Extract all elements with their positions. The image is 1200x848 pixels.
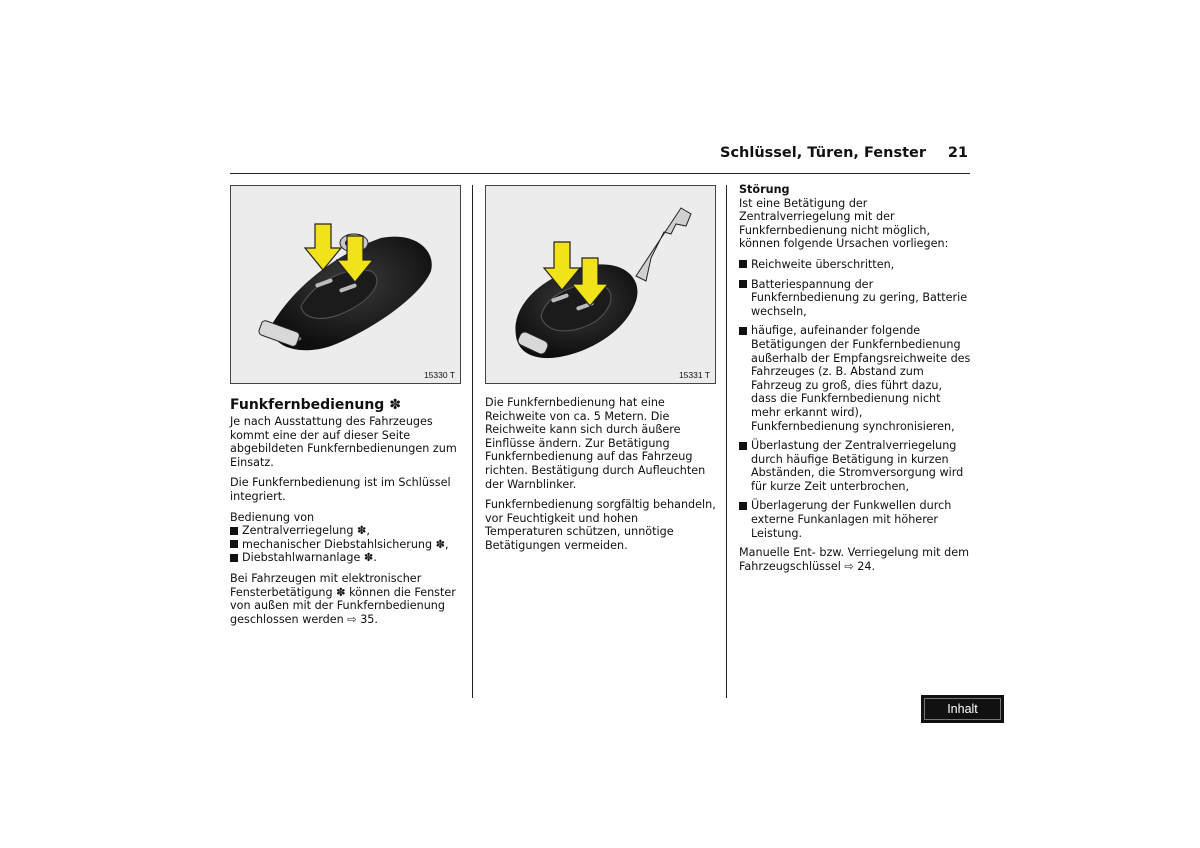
paragraph: Die Funkfernbedienung hat eine Reichweite von ca. 5 Metern. Die Reichweite kann sich durch äußere Einflüsse ändern. Zur Betätigung Funkfernbedienung auf das Fahrzeug richten. Bestätigung durch Aufleuchten der Warnblinker. [485,396,706,491]
bullet-icon [739,442,747,450]
bullet-icon [230,527,238,535]
list-item: Batteriespannung der Funkfernbedienung zu gering, Batterie wechseln, [739,278,971,319]
bullet-icon [230,540,238,548]
bullet-icon [739,280,747,288]
paragraph: Funkfernbedienung sorgfältig behandeln, vor Feuchtigkeit und hohen Temperaturen schützen, unnötige Betätigungen vermeiden. [485,498,716,552]
column-1 [230,396,466,633]
bullet-icon [739,327,747,335]
column-divider-2 [726,185,727,698]
paragraph: Je nach Ausstattung des Fahrzeuges kommt eine der auf dieser Seite abgebildeten Funkfernbedienungen zum Einsatz. [230,415,457,469]
key-fob-figure-2 [485,185,716,384]
paragraph: Bei Fahrzeugen mit elektronischer Fensterbetätigung ✽ können die Fenster von außen mit der Funkfernbedienung geschlossen werden ⇨ 35. [230,571,456,626]
list-item: Reichweite überschritten, [739,258,971,272]
section-heading: Funkfernbedienung ✽ [230,397,401,413]
key-fob-figure-1 [230,185,461,384]
inhalt-button[interactable]: Inhalt [922,696,1003,722]
list-item: Diebstahlwarnanlage ✽. [230,551,466,565]
bullet-icon [739,260,747,268]
paragraph: Die Funkfernbedienung ist im Schlüssel integriert. [230,476,451,503]
chapter-title: Schlüssel, Türen, Fenster [720,145,926,161]
header-rule [230,173,970,174]
paragraph: Manuelle Ent- bzw. Verriegelung mit dem Fahrzeugschlüssel ⇨ 24. [739,546,969,573]
section-heading: Störung [739,183,790,196]
key-fob-illustration-2 [486,186,715,383]
page-number: 21 [947,145,968,161]
list-item: mechanischer Diebstahlsicherung ✽, [230,538,466,552]
list-item: Zentralverriegelung ✽, [230,524,466,538]
column-3 [739,183,971,580]
bullet-icon [230,554,238,562]
figure-code-2: 15331 T [678,370,710,380]
column-2 [485,396,717,560]
figure-code-1: 15330 T [423,370,455,380]
fault-list [739,258,971,540]
column-divider-1 [472,185,473,698]
operation-list [230,511,466,565]
list-item: Überlastung der Zentralverriegelung durch häufige Betätigung in kurzen Abständen, die Stromversorgung wird für kurze Zeit unterbrochen, [739,439,971,493]
bullet-icon [739,502,747,510]
list-item: häufige, aufeinander folgende Betätigungen der Funkfernbedienung außerhalb der Empfangsreichweite des Fahrzeuges (z. B. Abstand zum Fahrzeug zu groß, dies führt dazu, dass die Funkfernbedienung nicht mehr erkannt wird), Funkfernbedienung synchronisieren, [739,324,971,433]
key-fob-illustration-1 [231,186,460,383]
list-intro: Bedienung von [230,510,315,524]
paragraph: Ist eine Betätigung der Zentralverriegelung mit der Funkfernbedienung nicht möglich, können folgende Ursachen vorliegen: [739,196,949,251]
list-item: Überlagerung der Funkwellen durch externe Funkanlagen mit höherer Leistung. [739,499,971,540]
